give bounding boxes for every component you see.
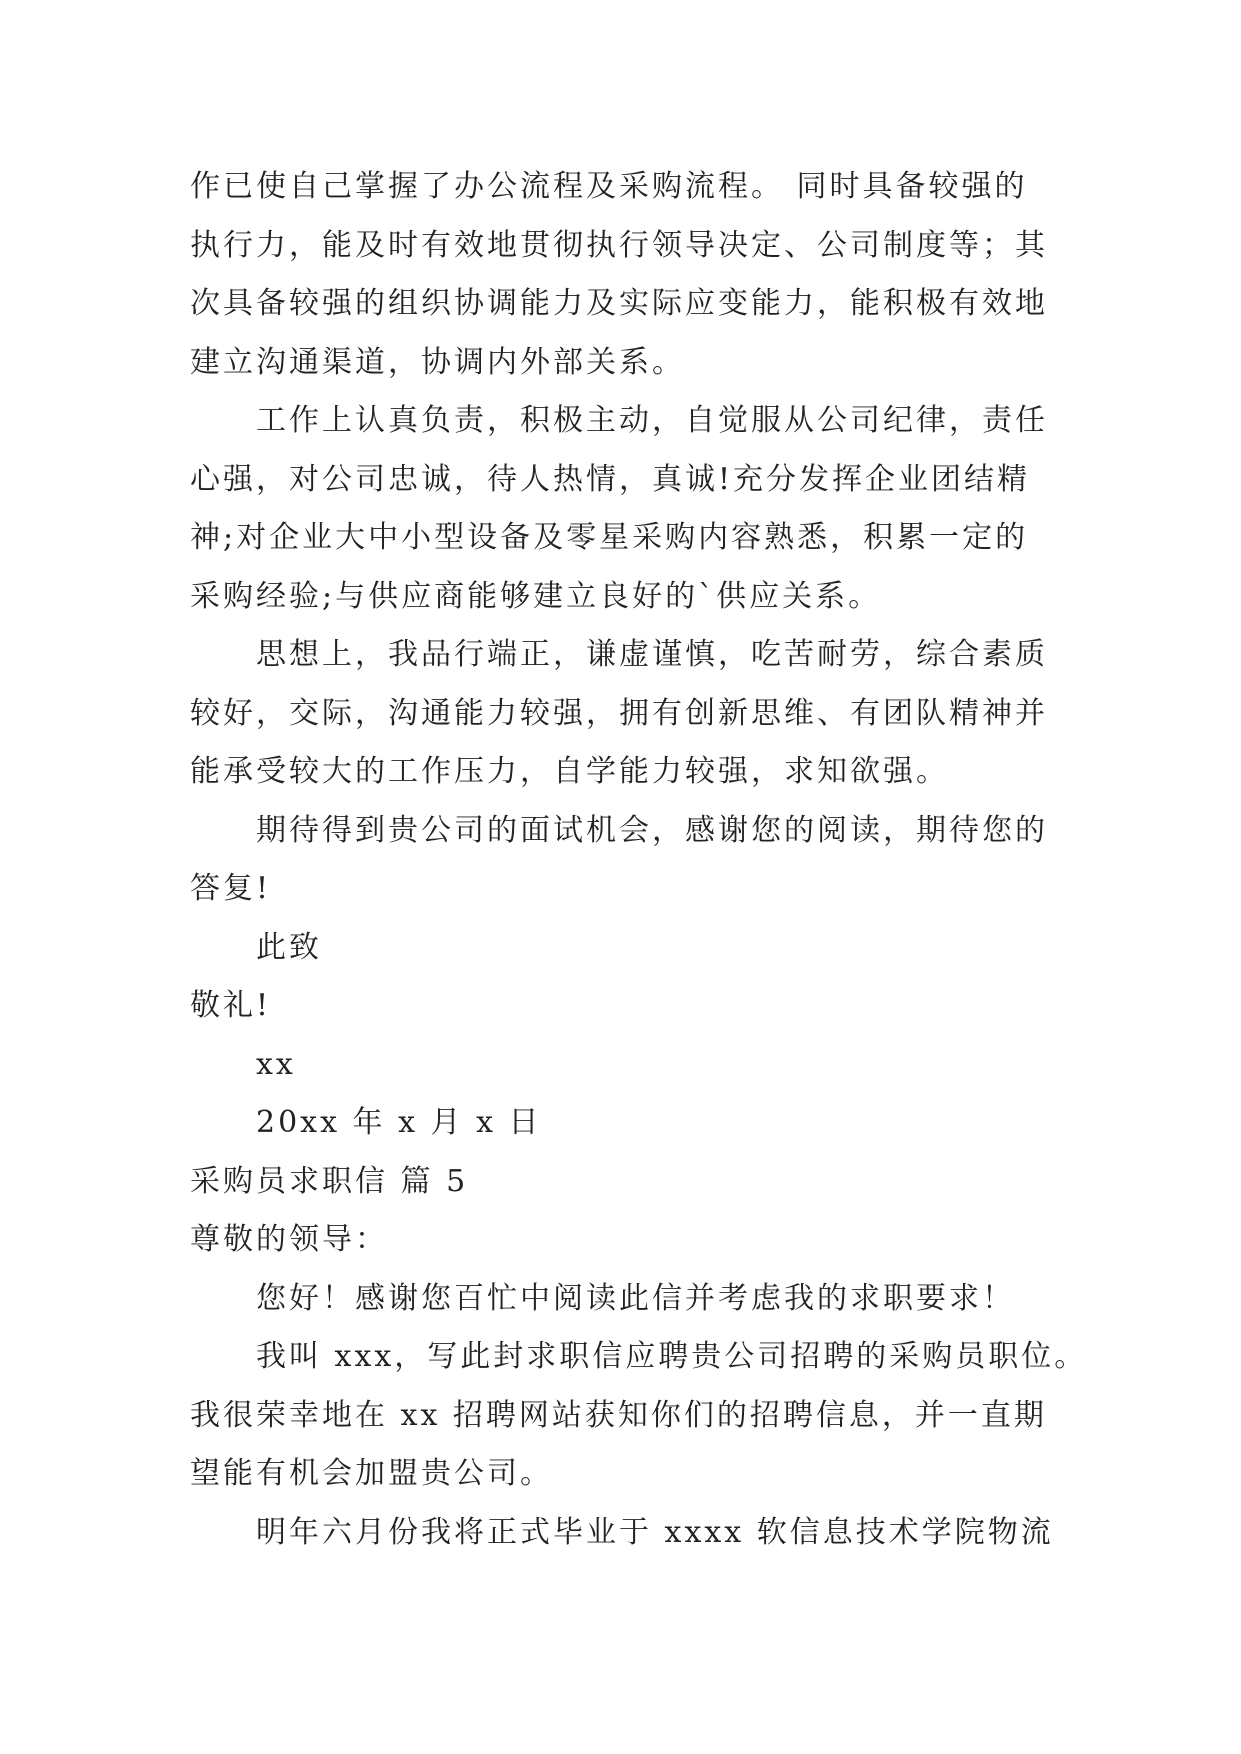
text-line: 执行力，能及时有效地贯彻执行领导决定、公司制度等；其 bbox=[190, 227, 1048, 263]
text-line: 能承受较大的工作压力，自学能力较强，求知欲强。 bbox=[190, 754, 949, 789]
text-line: 建立沟通渠道，协调内外部关系。 bbox=[190, 344, 685, 380]
text-line: 采购经验;与供应商能够建立良好的`供应关系。 bbox=[190, 578, 882, 614]
text-line: 尊敬的领导： bbox=[190, 1222, 388, 1257]
text-line: 您好！感谢您百忙中阅读此信并考虑我的求职要求！ bbox=[256, 1280, 1015, 1316]
text-line: 心强，对公司忠诚，待人热情，真诚!充分发挥企业团结精 bbox=[190, 461, 1031, 497]
text-line: 20xx 年 x 月 x 日 bbox=[256, 1105, 542, 1140]
text-line: 答复! bbox=[190, 871, 272, 906]
text-line: 明年六月份我将正式毕业于 xxxx 软信息技术学院物流 bbox=[256, 1514, 1054, 1550]
text-line: 思想上，我品行端正，谦虚谨慎，吃苦耐劳，综合素质 bbox=[256, 637, 1048, 672]
text-line: 敬礼! bbox=[190, 988, 272, 1023]
text-line: 神;对企业大中小型设备及零星采购内容熟悉，积累一定的 bbox=[190, 520, 1029, 555]
text-line: 此致 bbox=[256, 929, 322, 965]
text-line: xx bbox=[256, 1046, 296, 1082]
text-line: 较好，交际，沟通能力较强，拥有创新思维、有团队精神并 bbox=[190, 695, 1048, 731]
text-line: 我很荣幸地在 xx 招聘网站获知你们的招聘信息，并一直期 bbox=[190, 1397, 1047, 1433]
text-line: 次具备较强的组织协调能力及实际应变能力，能积极有效地 bbox=[190, 286, 1048, 321]
text-line: 期待得到贵公司的面试机会，感谢您的阅读，期待您的 bbox=[256, 812, 1048, 848]
text-line: 我叫 xxx，写此封求职信应聘贵公司招聘的采购员职位。 bbox=[256, 1339, 1088, 1374]
document-body bbox=[190, 158, 1088, 1562]
text-line: 望能有机会加盟贵公司。 bbox=[190, 1456, 553, 1491]
text-line: 采购员求职信 篇 5 bbox=[190, 1163, 469, 1199]
text-line: 工作上认真负责，积极主动，自觉服从公司纪律，责任 bbox=[256, 403, 1048, 438]
text-line: 作已使自己掌握了办公流程及采购流程。 同时具备较强的 bbox=[190, 169, 1028, 204]
